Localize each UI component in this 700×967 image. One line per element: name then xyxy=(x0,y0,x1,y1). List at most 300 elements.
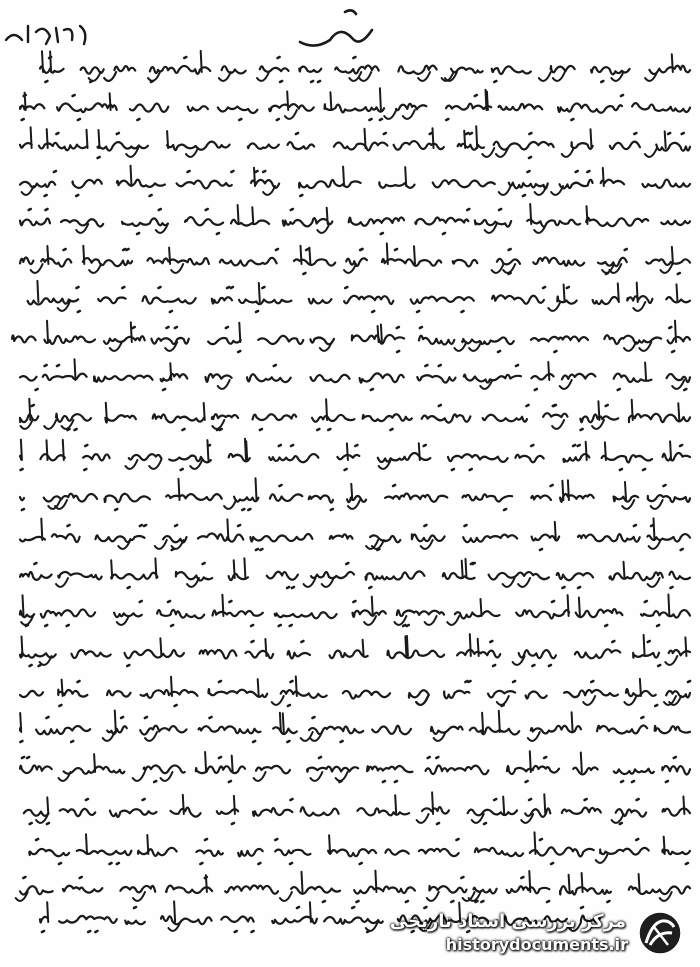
ink-stroke xyxy=(280,713,281,732)
ink-stroke xyxy=(560,494,594,502)
ink-stroke xyxy=(466,559,467,578)
ink-stroke xyxy=(463,494,513,501)
ink-stroke xyxy=(75,359,76,380)
ink-stroke xyxy=(432,792,433,814)
ink-stroke xyxy=(658,665,660,666)
ink-stroke xyxy=(395,781,397,782)
ink-stroke xyxy=(151,338,188,344)
ink-stroke xyxy=(125,650,184,658)
ink-stroke xyxy=(624,562,625,578)
ink-stroke xyxy=(579,598,580,617)
ink-stroke xyxy=(669,572,690,580)
ink-stroke xyxy=(344,264,356,273)
ink-stroke xyxy=(420,327,422,328)
ink-stroke xyxy=(302,872,303,892)
ink-stroke xyxy=(300,10,372,45)
ink-stroke xyxy=(312,415,354,422)
ink-stroke xyxy=(154,781,156,782)
ink-stroke xyxy=(196,766,245,773)
ink-stroke xyxy=(503,797,504,814)
ink-stroke xyxy=(499,104,543,110)
ink-stroke xyxy=(157,610,204,619)
ink-stroke xyxy=(655,705,657,706)
ink-stroke xyxy=(26,625,28,626)
ink-stroke xyxy=(531,374,553,379)
ink-stroke xyxy=(39,143,87,150)
ink-stroke xyxy=(248,143,279,148)
ink-stroke xyxy=(47,246,48,264)
ink-stroke xyxy=(620,469,622,470)
ink-stroke xyxy=(167,131,168,148)
ink-stroke xyxy=(489,572,549,579)
ink-stroke xyxy=(144,525,146,526)
ink-stroke xyxy=(395,249,397,250)
ink-stroke xyxy=(666,691,690,697)
ink-stroke xyxy=(49,57,51,58)
ink-stroke xyxy=(447,616,459,625)
ink-stroke xyxy=(526,692,547,699)
ink-stroke xyxy=(428,757,430,758)
ink-stroke xyxy=(597,725,647,733)
ink-stroke xyxy=(117,180,165,187)
ink-stroke xyxy=(278,57,280,58)
ink-stroke xyxy=(443,233,445,234)
ink-stroke xyxy=(532,665,534,666)
ink-stroke xyxy=(372,726,411,735)
ink-stroke xyxy=(470,634,471,656)
ink-stroke xyxy=(78,311,80,312)
ink-stroke xyxy=(381,233,383,234)
ink-stroke xyxy=(61,219,103,226)
ink-stroke xyxy=(625,249,627,250)
ink-stroke xyxy=(208,338,241,344)
ink-stroke xyxy=(309,248,310,264)
ink-stroke xyxy=(121,717,123,718)
ink-stroke xyxy=(533,257,584,265)
ink-stroke xyxy=(120,886,155,892)
ink-stroke xyxy=(352,907,354,908)
ink-stroke xyxy=(571,119,573,120)
ink-stroke xyxy=(90,81,92,82)
ink-stroke xyxy=(311,81,313,82)
ink-stroke xyxy=(72,650,111,658)
ink-stroke xyxy=(422,414,471,422)
ink-stroke xyxy=(212,297,232,303)
ink-stroke xyxy=(612,641,614,642)
ink-stroke xyxy=(54,171,56,172)
ink-stroke xyxy=(98,142,148,150)
ink-stroke xyxy=(279,625,281,626)
ink-stroke xyxy=(227,287,229,288)
ink-stroke xyxy=(637,799,639,800)
ink-stroke xyxy=(454,342,466,351)
ink-stroke xyxy=(231,287,233,288)
ink-stroke xyxy=(581,429,583,430)
ink-stroke xyxy=(492,295,544,303)
ink-stroke xyxy=(37,281,38,302)
ink-stroke xyxy=(123,249,125,250)
ink-stroke xyxy=(42,931,44,932)
ink-stroke xyxy=(250,534,312,542)
ink-stroke xyxy=(130,104,168,112)
ink-stroke xyxy=(560,180,593,189)
ink-stroke xyxy=(222,66,246,73)
ink-stroke xyxy=(554,405,556,406)
ink-stroke xyxy=(552,601,554,602)
ink-stroke xyxy=(683,797,684,815)
ink-stroke xyxy=(280,81,282,82)
ink-stroke xyxy=(212,414,238,419)
ink-stroke xyxy=(188,106,208,111)
ink-stroke xyxy=(349,217,404,225)
ink-stroke xyxy=(614,769,654,774)
ink-stroke xyxy=(166,494,222,500)
ink-stroke xyxy=(309,726,363,734)
ink-stroke xyxy=(94,754,95,772)
ink-stroke xyxy=(544,794,545,814)
ink-stroke xyxy=(59,916,117,923)
ink-stroke xyxy=(672,380,684,389)
ink-stroke xyxy=(645,148,657,157)
ink-stroke xyxy=(45,365,47,366)
ink-stroke xyxy=(239,299,291,304)
ink-stroke xyxy=(263,171,265,172)
ink-stroke xyxy=(369,587,371,588)
ink-stroke xyxy=(24,810,49,816)
ink-stroke xyxy=(221,917,253,922)
ink-stroke xyxy=(258,336,303,344)
ink-stroke xyxy=(367,931,369,932)
ink-stroke xyxy=(366,540,378,549)
ink-stroke xyxy=(269,104,314,111)
ink-stroke xyxy=(300,195,302,196)
ink-stroke xyxy=(256,311,258,312)
ink-stroke xyxy=(502,705,504,706)
ink-stroke xyxy=(610,142,640,150)
ink-stroke xyxy=(478,639,479,656)
ink-stroke xyxy=(200,650,237,659)
ink-stroke xyxy=(464,131,465,148)
ink-stroke xyxy=(567,287,569,288)
ink-stroke xyxy=(363,414,412,421)
ink-stroke xyxy=(68,429,70,430)
ink-stroke xyxy=(234,560,235,578)
ink-stroke xyxy=(196,850,223,856)
ink-stroke xyxy=(458,144,484,150)
ink-stroke xyxy=(291,887,340,894)
ink-stroke xyxy=(482,713,483,732)
ink-stroke xyxy=(104,72,116,81)
ink-stroke xyxy=(632,103,690,112)
ink-stroke xyxy=(607,901,609,902)
ink-stroke xyxy=(47,902,48,922)
ink-stroke xyxy=(256,549,258,550)
ink-stroke xyxy=(407,625,409,626)
ink-stroke xyxy=(47,321,48,342)
ink-stroke xyxy=(149,460,161,469)
ink-stroke xyxy=(212,420,224,429)
ink-stroke xyxy=(235,931,237,932)
ink-stroke xyxy=(516,610,569,618)
ink-stroke xyxy=(200,863,202,864)
ink-stroke xyxy=(199,726,261,733)
ink-stroke xyxy=(85,445,87,446)
ink-stroke xyxy=(425,616,437,625)
ink-stroke xyxy=(281,690,327,698)
ink-stroke xyxy=(372,597,373,616)
ink-stroke xyxy=(351,484,352,500)
ink-stroke xyxy=(528,732,540,741)
ink-stroke xyxy=(30,823,32,824)
ink-stroke xyxy=(562,808,601,814)
ink-stroke xyxy=(654,518,655,540)
ink-stroke xyxy=(20,741,22,742)
ink-stroke xyxy=(287,92,288,111)
ink-stroke xyxy=(370,119,372,120)
ink-stroke xyxy=(686,863,688,864)
ink-stroke xyxy=(578,534,640,542)
ink-stroke xyxy=(163,389,165,390)
ink-stroke xyxy=(621,781,623,782)
ink-stroke xyxy=(530,847,594,856)
ink-stroke xyxy=(87,130,88,148)
ink-stroke xyxy=(624,696,636,705)
ink-stroke xyxy=(89,264,101,273)
ink-stroke xyxy=(258,863,260,864)
ink-stroke xyxy=(58,572,101,579)
ink-stroke xyxy=(414,246,415,264)
ink-stroke xyxy=(78,681,80,682)
ink-stroke xyxy=(358,808,410,815)
ink-stroke xyxy=(122,287,124,288)
ink-stroke xyxy=(256,478,257,500)
ink-stroke xyxy=(645,601,647,602)
ink-stroke xyxy=(73,180,102,188)
ink-stroke xyxy=(283,218,333,226)
ink-stroke xyxy=(317,429,319,430)
ink-stroke xyxy=(387,650,444,658)
ink-stroke xyxy=(75,429,77,430)
ink-stroke xyxy=(569,875,570,892)
ink-stroke xyxy=(602,455,652,462)
ink-stroke xyxy=(336,772,348,781)
ink-stroke xyxy=(128,587,130,588)
ink-stroke xyxy=(531,495,551,500)
ink-stroke xyxy=(396,104,426,110)
ink-stroke xyxy=(625,482,626,500)
ink-stroke xyxy=(634,525,636,526)
ink-stroke xyxy=(474,888,497,894)
ink-stroke xyxy=(378,326,379,342)
ink-stroke xyxy=(603,168,604,186)
ink-stroke xyxy=(668,133,670,134)
ink-stroke xyxy=(177,181,232,189)
ink-stroke xyxy=(640,679,641,696)
ink-stroke xyxy=(234,497,258,502)
ink-stroke xyxy=(86,799,88,800)
ink-stroke xyxy=(417,311,419,312)
ink-stroke xyxy=(525,808,550,817)
ink-stroke xyxy=(409,690,429,697)
ink-stroke xyxy=(94,376,152,382)
ink-stroke xyxy=(76,195,78,196)
ink-stroke xyxy=(257,72,269,81)
ink-stroke xyxy=(330,534,353,538)
ink-stroke xyxy=(562,374,596,380)
ink-stroke xyxy=(499,186,511,195)
ink-stroke xyxy=(429,886,466,893)
ink-stroke xyxy=(606,405,608,406)
ink-stroke xyxy=(220,258,277,266)
ink-stroke xyxy=(380,119,382,120)
ink-stroke xyxy=(513,681,515,682)
ink-stroke xyxy=(503,264,515,273)
ink-stroke xyxy=(377,549,379,550)
ink-stroke xyxy=(371,389,373,390)
ink-stroke xyxy=(322,578,334,587)
ink-stroke xyxy=(52,534,80,542)
ink-stroke xyxy=(291,681,293,682)
ink-stroke xyxy=(224,500,236,509)
ink-stroke xyxy=(20,218,50,225)
ink-stroke xyxy=(283,713,284,732)
ink-stroke xyxy=(675,321,676,342)
ink-stroke xyxy=(395,795,396,814)
ink-stroke xyxy=(204,403,205,420)
ink-stroke xyxy=(107,691,130,697)
ink-stroke xyxy=(29,849,69,856)
ink-stroke xyxy=(50,51,51,72)
ink-stroke xyxy=(297,907,299,908)
ink-stroke xyxy=(323,901,325,902)
ink-stroke xyxy=(670,441,671,460)
ink-stroke xyxy=(586,442,587,460)
ink-stroke xyxy=(531,336,588,341)
ink-stroke xyxy=(665,131,666,148)
ink-stroke xyxy=(328,849,376,856)
ink-stroke xyxy=(78,119,80,120)
ink-stroke xyxy=(44,494,97,502)
ink-stroke xyxy=(452,469,454,470)
ink-stroke xyxy=(207,440,208,460)
ink-stroke xyxy=(455,611,500,618)
ink-stroke xyxy=(666,781,668,782)
ink-stroke xyxy=(601,81,603,82)
ink-stroke xyxy=(370,535,400,542)
ink-stroke xyxy=(324,917,383,924)
ink-stroke xyxy=(144,765,185,773)
ink-stroke xyxy=(397,351,399,352)
ink-stroke xyxy=(45,195,47,196)
ink-stroke xyxy=(254,772,266,781)
ink-stroke xyxy=(71,741,73,742)
ink-stroke xyxy=(47,797,48,814)
ink-stroke xyxy=(394,616,406,625)
ink-stroke xyxy=(547,901,549,902)
ink-stroke xyxy=(426,765,489,774)
ink-stroke xyxy=(507,886,550,893)
ink-stroke xyxy=(475,95,477,96)
ink-stroke xyxy=(56,133,58,134)
ink-stroke xyxy=(111,560,112,578)
ink-stroke xyxy=(562,481,563,500)
ink-stroke xyxy=(62,680,63,696)
ink-stroke xyxy=(552,420,564,429)
ink-stroke xyxy=(497,696,509,705)
ink-stroke xyxy=(269,454,318,462)
ink-stroke xyxy=(205,752,206,772)
ink-stroke xyxy=(354,887,415,894)
ink-stroke xyxy=(59,705,61,706)
ink-stroke xyxy=(403,110,415,119)
ink-stroke xyxy=(205,877,207,878)
ink-stroke xyxy=(267,572,298,580)
ink-stroke xyxy=(598,401,599,420)
ink-stroke xyxy=(22,509,24,510)
ink-stroke xyxy=(88,931,90,932)
ink-stroke xyxy=(544,757,546,758)
ink-stroke xyxy=(529,133,531,134)
ink-stroke xyxy=(272,696,284,705)
ink-stroke xyxy=(229,601,231,602)
ink-stroke xyxy=(134,907,136,908)
ink-stroke xyxy=(185,217,223,225)
ink-stroke xyxy=(473,563,475,564)
ink-stroke xyxy=(311,375,350,382)
ink-stroke xyxy=(122,218,168,226)
ink-stroke xyxy=(526,781,528,782)
ink-stroke xyxy=(468,810,517,816)
ink-stroke xyxy=(28,298,79,304)
ink-stroke xyxy=(509,249,511,250)
ink-stroke xyxy=(301,807,339,816)
ink-stroke xyxy=(252,207,253,224)
ink-stroke xyxy=(417,814,429,823)
ink-stroke xyxy=(175,525,177,526)
archive-watermark xyxy=(389,907,690,959)
ink-stroke xyxy=(549,665,551,666)
ink-stroke xyxy=(265,639,266,656)
ink-stroke xyxy=(543,287,545,288)
ink-stroke xyxy=(45,81,47,82)
ink-stroke xyxy=(127,249,129,250)
ink-stroke xyxy=(685,637,686,656)
ink-stroke xyxy=(168,601,170,602)
ink-stroke xyxy=(446,119,448,120)
ink-stroke xyxy=(290,625,292,626)
ink-stroke xyxy=(20,886,53,894)
ink-stroke xyxy=(523,195,525,196)
ink-stroke xyxy=(171,264,183,273)
ink-stroke xyxy=(131,322,132,342)
ink-stroke xyxy=(159,287,161,288)
ink-stroke xyxy=(292,587,294,588)
ink-stroke xyxy=(453,260,478,267)
ink-stroke xyxy=(540,549,542,550)
ink-stroke xyxy=(294,259,335,265)
ink-stroke xyxy=(439,405,441,406)
ink-stroke xyxy=(411,297,474,304)
ink-stroke xyxy=(246,651,274,658)
ink-stroke xyxy=(68,525,70,526)
ink-stroke xyxy=(244,558,245,578)
ink-stroke xyxy=(161,374,188,381)
ink-stroke xyxy=(327,208,328,224)
ink-stroke xyxy=(179,479,180,500)
ink-stroke xyxy=(129,454,162,460)
ink-stroke xyxy=(288,705,290,706)
ink-stroke xyxy=(493,665,495,666)
